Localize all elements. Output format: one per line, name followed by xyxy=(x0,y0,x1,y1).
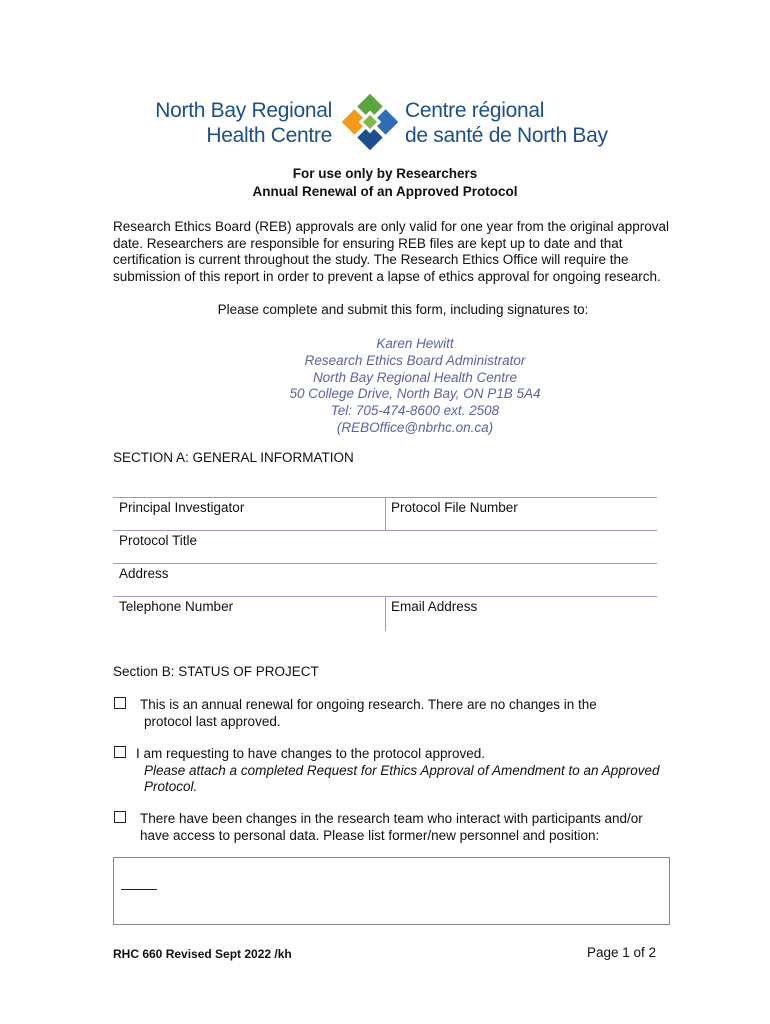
email-field[interactable]: Email Address xyxy=(391,599,478,614)
option-note: Protocol. xyxy=(144,779,198,794)
research-team-changes-checkbox[interactable] xyxy=(114,811,126,823)
section-b-heading: Section B: STATUS OF PROJECT xyxy=(113,664,319,679)
contact-telephone: Tel: 705-474-8600 ext. 2508 xyxy=(330,403,500,419)
page-title: Annual Renewal of an Approved Protocol xyxy=(252,184,518,199)
option-note: Please attach a completed Request for Ethics Approval of Amendment to an Approved xyxy=(144,762,660,778)
contact-address: 50 College Drive, North Bay, ON P1B 5A4 xyxy=(289,386,541,402)
submission-instruction: Please complete and submit this form, including signatures to: xyxy=(217,302,589,317)
intro-paragraph xyxy=(113,219,673,285)
org-name-french-line2: de santé de North Bay xyxy=(405,124,608,147)
org-name-english-line1: North Bay Regional xyxy=(155,99,332,122)
contact-name: Karen Hewitt xyxy=(376,336,454,351)
table-divider xyxy=(385,497,386,530)
hospital-logo-icon xyxy=(338,90,402,154)
section-a-heading: SECTION A: GENERAL INFORMATION xyxy=(113,450,354,465)
form-identifier: RHC 660 Revised Sept 2022 /kh xyxy=(113,947,292,961)
personnel-entry-line xyxy=(121,889,157,890)
protocol-changes-checkbox[interactable] xyxy=(114,746,126,758)
intro-line: submission of this report in order to prevent a lapse of ethics approval for ongoing research. xyxy=(113,268,661,284)
option-protocol-changes xyxy=(136,746,660,796)
personnel-list-input[interactable] xyxy=(113,857,670,925)
option-ongoing-renewal xyxy=(140,697,597,730)
intro-line: certification is current throughout the study. The Research Ethics Office will require the xyxy=(113,252,629,267)
option-text: have access to personal data. Please list former/new personnel and position: xyxy=(140,827,600,843)
option-text: I am requesting to have changes to the protocol approved. xyxy=(136,746,485,761)
address-field[interactable]: Address xyxy=(119,566,169,581)
option-text: This is an annual renewal for ongoing research. There are no changes in the xyxy=(140,697,597,712)
org-name-french-line1: Centre régional xyxy=(405,99,545,122)
protocol-file-number-field[interactable]: Protocol File Number xyxy=(391,500,518,515)
org-name-english-line2: Health Centre xyxy=(206,124,332,147)
option-text: protocol last approved. xyxy=(144,713,281,729)
org-name-french xyxy=(405,98,608,148)
contact-block xyxy=(0,336,770,437)
org-name-english xyxy=(155,98,332,148)
title-audience: For use only by Researchers xyxy=(292,166,478,181)
protocol-title-field[interactable]: Protocol Title xyxy=(119,533,198,548)
intro-line: Research Ethics Board (REB) approvals are only valid for one year from the original approval xyxy=(113,219,670,234)
contact-role: Research Ethics Board Administrator xyxy=(304,352,526,368)
table-rule xyxy=(113,530,657,531)
principal-investigator-field[interactable]: Principal Investigator xyxy=(119,500,245,515)
table-divider xyxy=(385,596,386,631)
ongoing-renewal-checkbox[interactable] xyxy=(114,697,126,709)
page-number: Page 1 of 2 xyxy=(586,945,656,960)
table-rule xyxy=(113,563,657,564)
option-text: There have been changes in the research team who interact with participants and/or xyxy=(140,811,643,826)
option-research-team-changes xyxy=(140,811,643,844)
intro-line: date. Researchers are responsible for ensuring REB files are kept up to date and that xyxy=(113,235,623,251)
contact-organization: North Bay Regional Health Centre xyxy=(312,369,518,385)
telephone-field[interactable]: Telephone Number xyxy=(119,599,234,614)
contact-email: (REBOffice@nbrhc.on.ca) xyxy=(336,419,494,435)
